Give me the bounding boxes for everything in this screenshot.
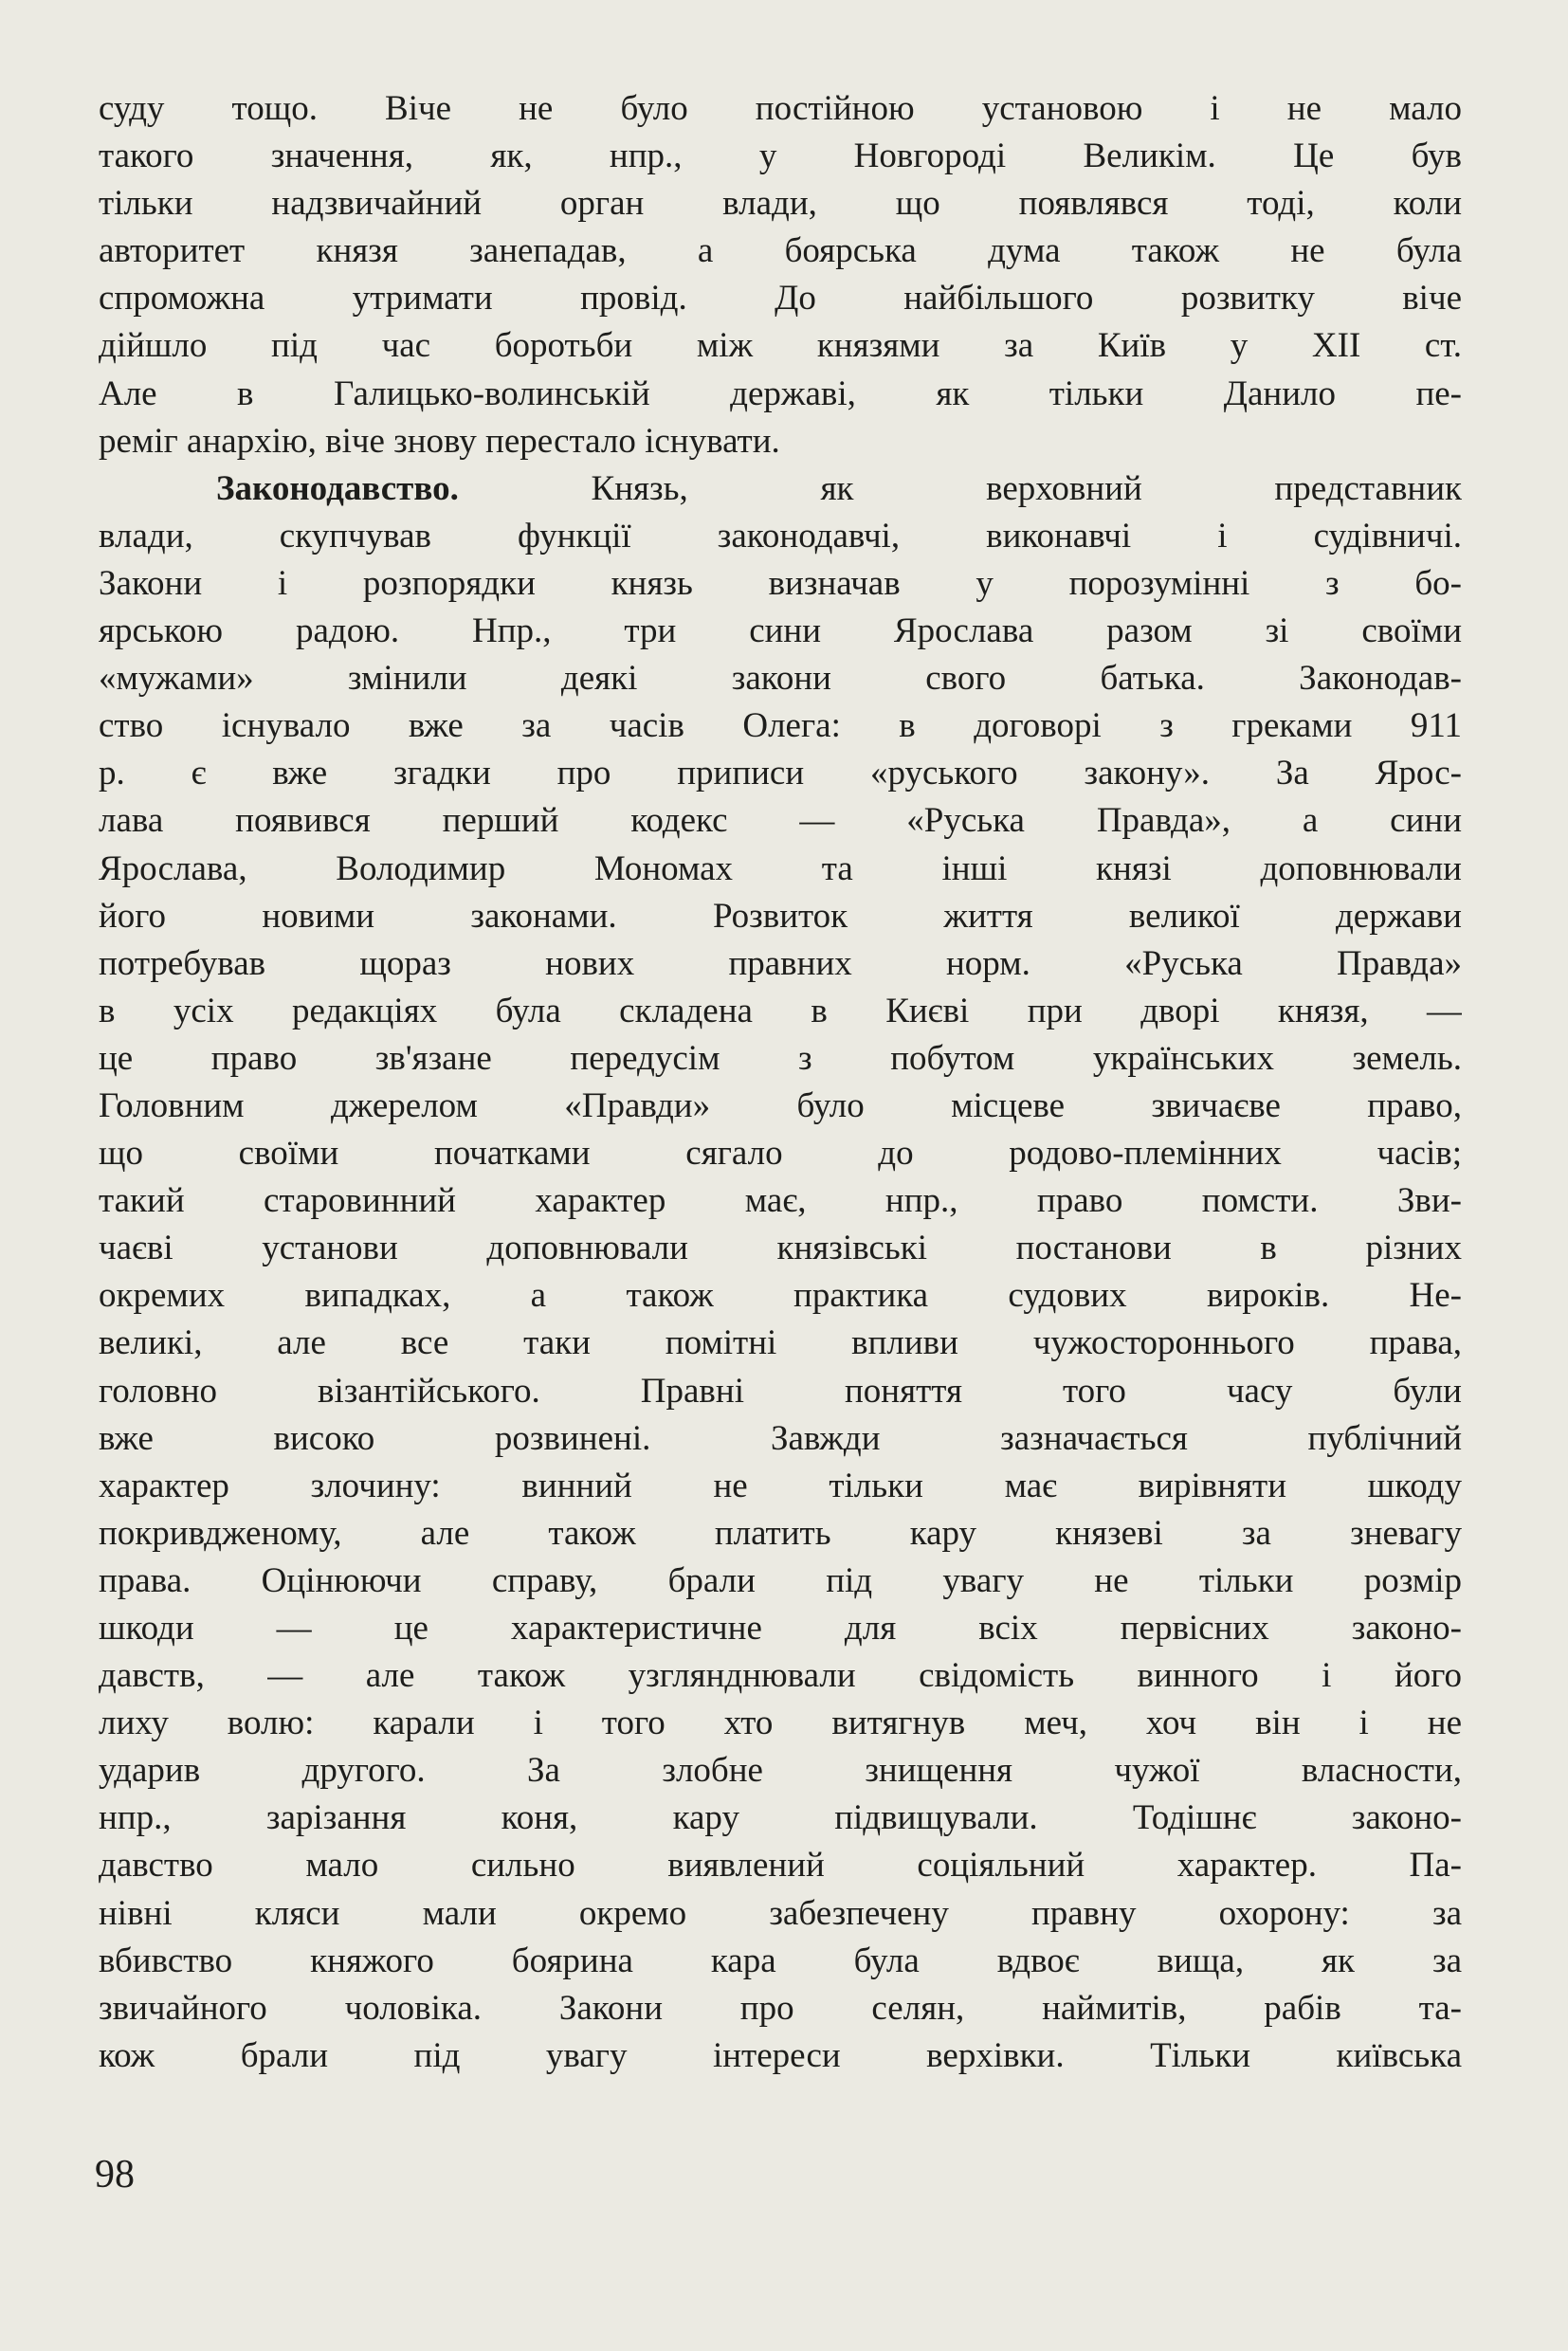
text-line: ярською радою. Нпр., три сини Ярослава разом зі своїми [99,611,1462,651]
text-line: Ярослава, Володимир Мономах та інші князі доповнювали [99,848,1462,888]
body-text [99,85,1462,2080]
section-heading-line [99,465,1462,513]
text-line: в усіх редакціях була складена в Києві при дворі князя, — [99,991,1462,1030]
text-line: покривдженому, але також платить кару князеві за зневагу [99,1513,1462,1553]
text-line: його новими законами. Розвиток життя великої держави [99,896,1462,936]
text-line: потребував щораз нових правних норм. «Руська Правда» [99,943,1462,983]
text-line: лава появився перший кодекс — «Руська Правда», а сини [99,801,1462,841]
text-line: лиху волю: карали і того хто витягнув меч, хоч він і не [99,1704,1462,1743]
text-line: влади, скупчував функції законодавчі, виконавчі і судівничі. [99,516,1462,556]
section-heading: Законодавство. [216,468,459,508]
text-line: вбивство княжого боярина кара була вдвоє вища, як за [99,1941,1462,1980]
text-line: тільки надзвичайний орган влади, що появлявся тоді, коли [99,184,1462,224]
text-line: це право зв'язане передусім з побутом українських земель. [99,1038,1462,1078]
text-line: що своїми початками сягало до родово-племінних часів; [99,1134,1462,1174]
text-line: авторитет князя занепадав, а боярська дума також не була [99,231,1462,271]
text-line: окремих випадках, а також практика судових вироків. Не- [99,1276,1462,1316]
text-line: чаєві установи доповнювали князівські постанови в різних [99,1229,1462,1268]
page-number: 98 [95,2153,135,2196]
text-line: давств, — але також узглянднювали свідомість винного і його [99,1656,1462,1696]
text-line: вже високо розвинені. Завжди зазначається публічний [99,1418,1462,1458]
text-line: суду тощо. Віче не було постійною установою і не мало [99,89,1462,128]
text-line: спроможна утримати провід. До найбільшого розвитку віче [99,279,1462,319]
text-line: великі, але все таки помітні впливи чужостороннього права, [99,1323,1462,1363]
text-line: давство мало сильно виявлений соціяльний характер. Па- [99,1846,1462,1886]
text-line: ство існувало вже за часів Олега: в договорі з греками 911 [99,706,1462,746]
text-line: нпр., зарізання коня, кару підвищували. Тодішнє законо- [99,1798,1462,1838]
text-line: р. є вже згадки про приписи «руського закону». За Ярос- [99,754,1462,793]
text-line: звичайного чоловіка. Закони про селян, наймитів, рабів та- [99,1988,1462,2028]
text-line: шкоди — це характеристичне для всіх первісних законо- [99,1609,1462,1648]
text-line: такого значення, як, нпр., у Новгороді Великім. Це був [99,137,1462,176]
text-line: Закони і розпорядки князь визначав у порозумінні з бо- [99,563,1462,603]
text-line: характер злочину: винний не тільки має вирівняти шкоду [99,1466,1462,1505]
text-line: головно візантійського. Правні поняття того часу були [99,1371,1462,1411]
text-line: дійшло під час боротьби між князями за Київ у XII ст. [99,326,1462,366]
text-line: реміг анархію, віче знову перестало існувати. [99,421,780,461]
text-line: «мужами» змінили деякі закони свого батька. Законодав- [99,659,1462,699]
text-line: права. Оцінюючи справу, брали під увагу не тільки розмір [99,1560,1462,1600]
text-line: такий старовинний характер має, нпр., право помсти. Зви- [99,1181,1462,1221]
text-line: нівні кляси мали окремо забезпечену правну охорону: за [99,1893,1462,1933]
text-line: Але в Галицько-волинській державі, як тільки Данило пе- [99,374,1462,413]
text-line: ударив другого. За злобне знищення чужої власности, [99,1751,1462,1791]
heading-line-text: Князь, як верховний представник [591,468,1462,508]
text-line: Головним джерелом «Правди» було місцеве звичаєве право, [99,1085,1462,1125]
text-line: кож брали під увагу інтереси верхівки. Тільки київська [99,2035,1462,2075]
